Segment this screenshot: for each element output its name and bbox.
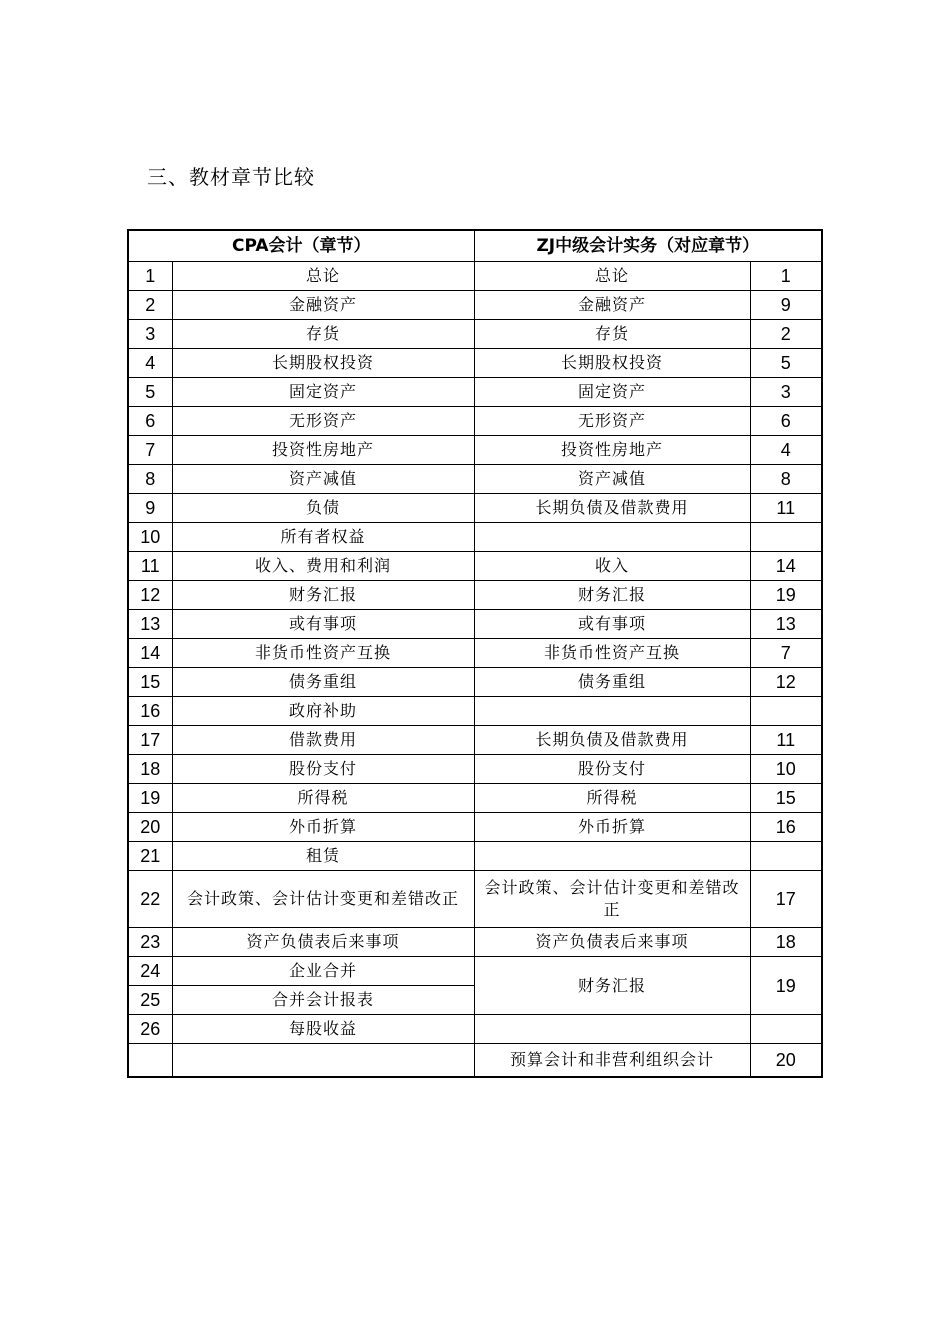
header-cpa: CPA会计（章节） [128,230,474,262]
cpa-chapter-number: 7 [128,436,172,465]
zj-chapter-title: 总论 [474,262,750,291]
cpa-chapter-title: 总论 [172,262,474,291]
zj-chapter-title: 财务汇报 [474,957,750,1015]
cpa-chapter-number: 6 [128,407,172,436]
zj-chapter-title: 非货币性资产互换 [474,639,750,668]
cpa-chapter-title: 外币折算 [172,813,474,842]
header-zj: ZJ中级会计实务（对应章节） [474,230,822,262]
cpa-chapter-title: 政府补助 [172,697,474,726]
zj-chapter-number [750,697,822,726]
cpa-chapter-title: 资产负债表后来事项 [172,928,474,957]
zj-chapter-number: 10 [750,755,822,784]
zj-chapter-title: 存货 [474,320,750,349]
cpa-chapter-title: 企业合并 [172,957,474,986]
table-row [128,957,822,986]
zj-chapter-title: 长期股权投资 [474,349,750,378]
cpa-chapter-title: 存货 [172,320,474,349]
cpa-chapter-number: 2 [128,291,172,320]
zj-chapter-title: 固定资产 [474,378,750,407]
cpa-chapter-number: 22 [128,871,172,928]
zj-chapter-title: 收入 [474,552,750,581]
cpa-chapter-title: 租赁 [172,842,474,871]
table-row [128,1015,822,1044]
cpa-chapter-title: 会计政策、会计估计变更和差错改正 [172,871,474,928]
cpa-chapter-number: 16 [128,697,172,726]
cpa-chapter-title: 非货币性资产互换 [172,639,474,668]
cpa-chapter-title [172,1044,474,1078]
table-row [128,610,822,639]
zj-chapter-title: 长期负债及借款费用 [474,726,750,755]
cpa-chapter-number: 4 [128,349,172,378]
zj-chapter-number: 1 [750,262,822,291]
zj-chapter-number: 14 [750,552,822,581]
zj-chapter-title: 债务重组 [474,668,750,697]
table-row [128,262,822,291]
table-row [128,465,822,494]
table-row [128,581,822,610]
cpa-chapter-title: 资产减值 [172,465,474,494]
cpa-chapter-number: 18 [128,755,172,784]
zj-chapter-title: 投资性房地产 [474,436,750,465]
zj-chapter-number: 2 [750,320,822,349]
table-row [128,291,822,320]
zj-chapter-number: 16 [750,813,822,842]
table-row [128,552,822,581]
cpa-chapter-title: 无形资产 [172,407,474,436]
cpa-chapter-title: 所得税 [172,784,474,813]
cpa-chapter-title: 债务重组 [172,668,474,697]
cpa-chapter-title: 借款费用 [172,726,474,755]
zj-chapter-title [474,697,750,726]
zj-chapter-title: 预算会计和非营利组织会计 [474,1044,750,1078]
zj-chapter-title: 资产负债表后来事项 [474,928,750,957]
zj-chapter-title: 所得税 [474,784,750,813]
table-row [128,523,822,552]
table-row [128,1044,822,1078]
table-row [128,349,822,378]
cpa-chapter-number: 21 [128,842,172,871]
zj-chapter-title: 金融资产 [474,291,750,320]
table-row [128,755,822,784]
cpa-chapter-number [128,1044,172,1078]
zj-chapter-title: 股份支付 [474,755,750,784]
cpa-chapter-title: 或有事项 [172,610,474,639]
table-row [128,436,822,465]
table-row [128,842,822,871]
zj-chapter-number [750,523,822,552]
zj-chapter-number: 17 [750,871,822,928]
zj-chapter-number: 8 [750,465,822,494]
table-row [128,784,822,813]
cpa-chapter-title: 收入、费用和利润 [172,552,474,581]
zj-chapter-number: 20 [750,1044,822,1078]
cpa-chapter-number: 8 [128,465,172,494]
cpa-chapter-number: 24 [128,957,172,986]
table-row [128,378,822,407]
cpa-chapter-title: 股份支付 [172,755,474,784]
zj-chapter-title [474,842,750,871]
cpa-chapter-number: 15 [128,668,172,697]
zj-chapter-number: 19 [750,957,822,1015]
cpa-chapter-number: 11 [128,552,172,581]
zj-chapter-title: 财务汇报 [474,581,750,610]
zj-chapter-number: 11 [750,726,822,755]
zj-chapter-number: 3 [750,378,822,407]
table-row [128,668,822,697]
zj-chapter-number: 19 [750,581,822,610]
cpa-chapter-number: 25 [128,986,172,1015]
zj-chapter-title [474,523,750,552]
cpa-chapter-title: 每股收益 [172,1015,474,1044]
table-row [128,320,822,349]
cpa-chapter-number: 10 [128,523,172,552]
cpa-chapter-title: 负债 [172,494,474,523]
cpa-chapter-title: 投资性房地产 [172,436,474,465]
zj-chapter-number: 6 [750,407,822,436]
cpa-chapter-number: 14 [128,639,172,668]
zj-chapter-title [474,1015,750,1044]
zj-chapter-number: 11 [750,494,822,523]
zj-chapter-number: 4 [750,436,822,465]
zj-chapter-title: 长期负债及借款费用 [474,494,750,523]
zj-chapter-number [750,842,822,871]
table-row [128,697,822,726]
cpa-chapter-number: 17 [128,726,172,755]
zj-chapter-title: 外币折算 [474,813,750,842]
table-row [128,407,822,436]
chapter-comparison-table [127,229,823,1078]
table-row [128,871,822,928]
cpa-chapter-number: 12 [128,581,172,610]
zj-chapter-number: 12 [750,668,822,697]
cpa-chapter-title: 所有者权益 [172,523,474,552]
zj-chapter-title: 无形资产 [474,407,750,436]
zj-chapter-number: 13 [750,610,822,639]
cpa-chapter-number: 19 [128,784,172,813]
table-row [128,813,822,842]
table-row [128,726,822,755]
cpa-chapter-number: 13 [128,610,172,639]
zj-chapter-number: 7 [750,639,822,668]
zj-chapter-number [750,1015,822,1044]
zj-chapter-number: 18 [750,928,822,957]
cpa-chapter-title: 金融资产 [172,291,474,320]
cpa-chapter-title: 合并会计报表 [172,986,474,1015]
zj-chapter-title: 或有事项 [474,610,750,639]
table-header-row [128,230,822,262]
zj-chapter-number: 9 [750,291,822,320]
section-title: 三、教材章节比较 [147,165,315,189]
zj-chapter-number: 5 [750,349,822,378]
cpa-chapter-number: 3 [128,320,172,349]
table-row [128,928,822,957]
table-row [128,639,822,668]
cpa-chapter-title: 固定资产 [172,378,474,407]
cpa-chapter-title: 财务汇报 [172,581,474,610]
cpa-chapter-number: 9 [128,494,172,523]
zj-chapter-title: 会计政策、会计估计变更和差错改正 [474,871,750,928]
cpa-chapter-number: 1 [128,262,172,291]
zj-chapter-title: 资产减值 [474,465,750,494]
cpa-chapter-title: 长期股权投资 [172,349,474,378]
cpa-chapter-number: 23 [128,928,172,957]
zj-chapter-number: 15 [750,784,822,813]
cpa-chapter-number: 26 [128,1015,172,1044]
table-row [128,494,822,523]
cpa-chapter-number: 20 [128,813,172,842]
cpa-chapter-number: 5 [128,378,172,407]
